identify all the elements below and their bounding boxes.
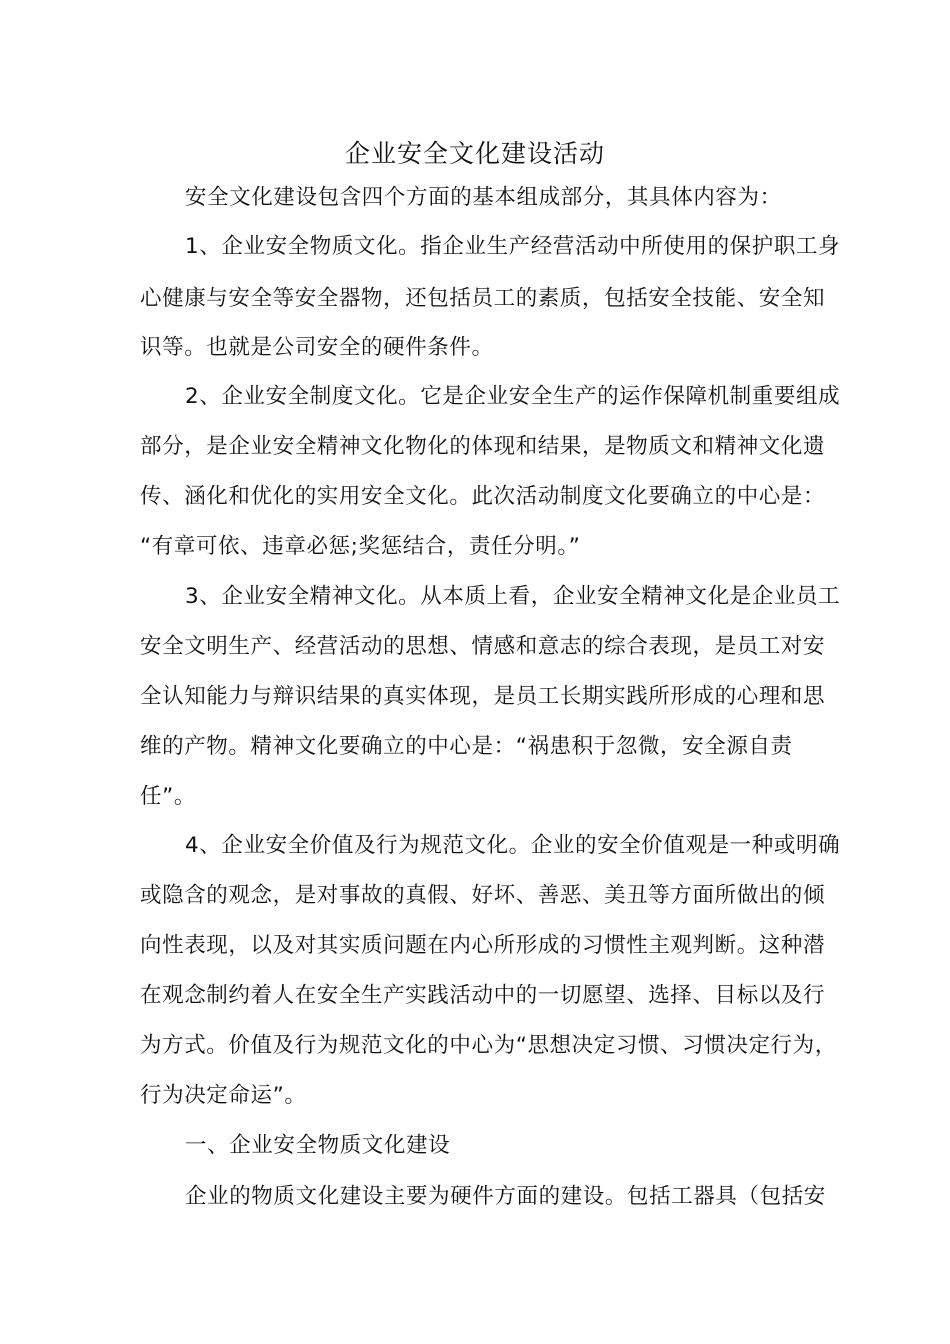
paragraph-line: 4、企业安全价值及行为规范文化。企业的安全价值观是一种或明确 — [185, 833, 841, 858]
paragraph-line: 2、企业安全制度文化。它是企业安全生产的运作保障机制重要组成 — [185, 384, 841, 409]
paragraph-line: 全认知能力与辩识结果的真实体现，是员工长期实践所形成的心理和思 — [140, 684, 826, 709]
paragraph-line: 1、企业安全物质文化。指企业生产经营活动中所使用的保护职工身 — [185, 234, 841, 259]
paragraph-line: “有章可依、违章必惩;奖惩结合，责任分明。” — [140, 534, 581, 559]
paragraph-line: 为方式。价值及行为规范文化的中心为“思想决定习惯、习惯决定行为， — [140, 1033, 837, 1058]
paragraph-line: 向性表现，以及对其实质问题在内心所形成的习惯性主观判断。这种潜 — [140, 933, 826, 958]
paragraph-line: 任”。 — [140, 784, 196, 809]
document-title: 企业安全文化建设活动 — [344, 139, 605, 168]
paragraph-line: 部分，是企业安全精神文化物化的体现和结果，是物质文和精神文化遗 — [140, 434, 826, 459]
paragraph-line: 识等。也就是公司安全的硬件条件。 — [140, 335, 494, 360]
paragraph-line: 维的产物。精神文化要确立的中心是：“祸患积于忽微，安全源自责 — [140, 734, 793, 759]
paragraph-line: 行为决定命运”。 — [140, 1083, 307, 1108]
paragraph-line: 安全文化建设包含四个方面的基本组成部分，其具体内容为： — [185, 185, 782, 210]
paragraph-line: 企业的物质文化建设主要为硬件方面的建设。包括工器具（包括安 — [185, 1184, 826, 1209]
paragraph-line: 传、涵化和优化的实用安全文化。此次活动制度文化要确立的中心是： — [140, 484, 826, 509]
paragraph-line: 3、企业安全精神文化。从本质上看，企业安全精神文化是企业员工 — [185, 584, 841, 609]
paragraph-line: 在观念制约着人在安全生产实践活动中的一切愿望、选择、目标以及行 — [140, 983, 826, 1008]
section-heading: 一、企业安全物质文化建设 — [185, 1133, 451, 1158]
paragraph-line: 心健康与安全等安全器物，还包括员工的素质，包括安全技能、安全知 — [140, 286, 826, 311]
paragraph-line: 安全文明生产、经营活动的思想、情感和意志的综合表现，是员工对安 — [140, 634, 826, 659]
paragraph-line: 或隐含的观念，是对事故的真假、好坏、善恶、美丑等方面所做出的倾 — [140, 883, 826, 908]
